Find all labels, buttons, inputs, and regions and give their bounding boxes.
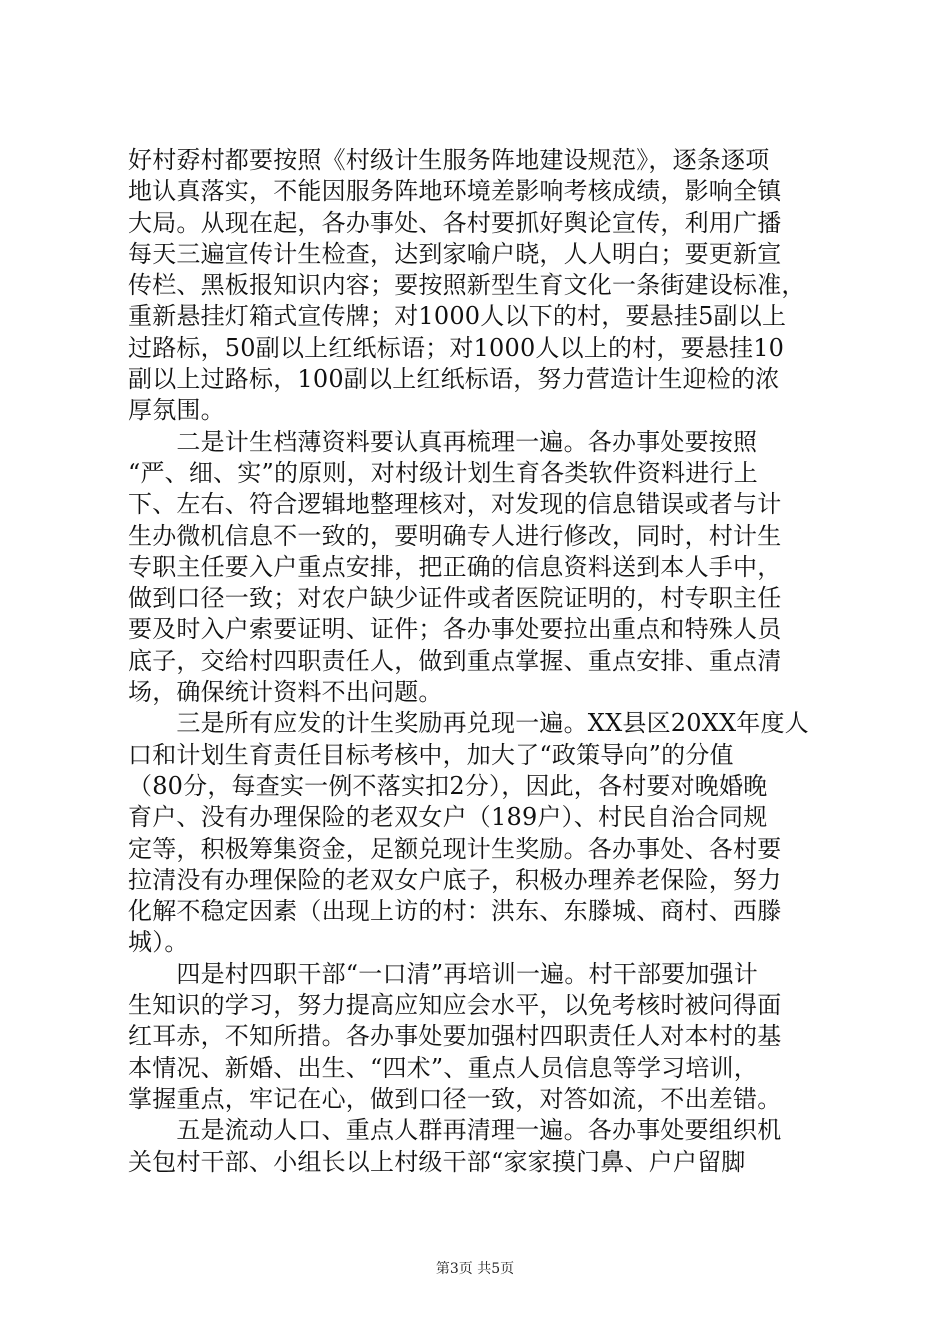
text-line: 生办微机信息不一致的，要明确专人进行修改，同时，村计生 [128,521,782,550]
text-line: 要及时入户索要证明、证件；各办事处要拉出重点和特殊人员 [128,615,782,644]
text-line: 城）。 [128,928,189,957]
text-line: 过路标，50副以上红纸标语；对1000人以上的村，要悬挂10 [128,333,785,362]
text-line: “严、细、实”的原则，对村级计划生育各类软件资料进行上 [128,458,758,487]
text-line: 下、左右、符合逻辑地整理核对，对发现的信息错误或者与计 [128,490,782,519]
text-line: 好村孬村都要按照《村级计生服务阵地建设规范》，逐条逐项 [128,146,770,174]
text-line: 底子，交给村四职责任人，做到重点掌握、重点安排、重点清 [128,646,782,675]
paragraph [128,145,848,427]
text-line: 生知识的学习，努力提高应知应会水平，以免考核时被问得面 [128,991,782,1020]
text-line: 大局。从现在起，各办事处、各村要抓好舆论宣传，利用广播 [128,208,782,237]
text-line: 做到口径一致；对农户缺少证件或者医院证明的，村专职主任 [128,584,782,613]
paragraph [128,708,848,958]
text-line: 拉清没有办理保险的老双女户底子，积极办理养老保险，努力 [128,865,782,894]
text-line: 副以上过路标，100副以上红纸标语，努力营造计生迎检的浓 [128,365,780,394]
text-line: 传栏、黑板报知识内容；要按照新型生育文化一条街建设标准， [128,271,806,300]
text-line: 五是流动人口、重点人群再清理一遍。各办事处要组织机 [128,1116,782,1145]
text-line: 二是计生档薄资料要认真再梳理一遍。各办事处要按照 [128,427,758,456]
text-line: 定等，积极筹集资金，足额兑现计生奖励。各办事处、各村要 [128,834,782,863]
paragraph [128,959,848,1115]
text-line: 育户、没有办理保险的老双女户（189户）、村民自治合同规 [128,803,768,832]
text-line: 每天三遍宣传计生检查，达到家喻户晓，人人明白；要更新宣 [128,239,782,268]
paragraph [128,427,848,709]
text-line: （80分，每查实一例不落实扣2分），因此，各村要对晚婚晚 [128,771,768,800]
text-line: 重新悬挂灯箱式宣传牌；对1000人以下的村，要悬挂5副以上 [128,302,787,331]
text-line: 化解不稳定因素（出现上访的村：洪东、东滕城、商村、西滕 [128,897,782,926]
text-line: 掌握重点，牢记在心，做到口径一致，对答如流，不出差错。 [128,1084,782,1113]
text-line: 关包村干部、小组长以上村级干部“家家摸门鼻、户户留脚 [128,1147,746,1176]
text-line: 三是所有应发的计生奖励再兑现一遍。XX县区20XX年度人 [128,709,809,738]
text-line: 红耳赤，不知所措。各办事处要加强村四职责任人对本村的基 [128,1022,782,1051]
text-line: 厚氛围。 [128,396,225,425]
paragraph [128,1115,848,1178]
text-line: 专职主任要入户重点安排，把正确的信息资料送到本人手中， [128,552,782,581]
text-line: 本情况、新婚、出生、“四术”、重点人员信息等学习培训， [128,1053,758,1082]
body-text [128,145,848,1178]
text-line: 地认真落实，不能因服务阵地环境差影响考核成绩，影响全镇 [128,177,782,206]
page-footer: 第3页 共5页 [435,1261,515,1277]
text-line: 四是村四职干部“一口清”再培训一遍。村干部要加强计 [128,959,758,988]
text-line: 场，确保统计资料不出问题。 [128,678,443,707]
text-line: 口和计划生育责任目标考核中，加大了“政策导向”的分值 [128,740,734,769]
